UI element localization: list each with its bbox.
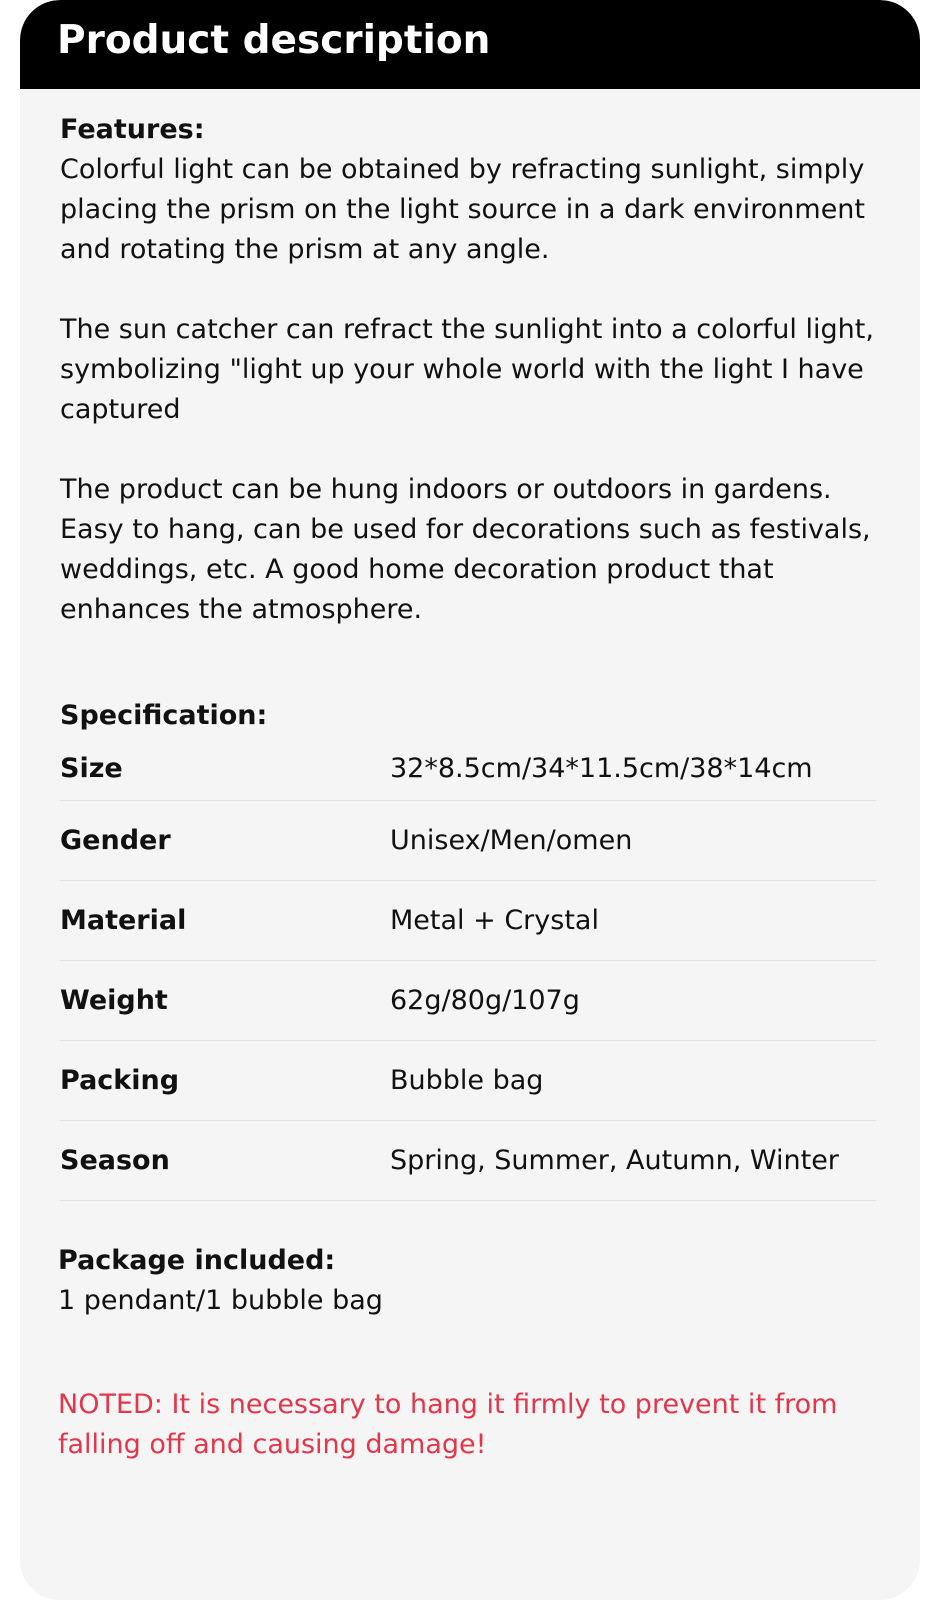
features-heading: Features: [60,114,205,145]
features-paragraph-1: Colorful light can be obtained by refracting sunlight, simply placing the prism on the light source in a dark environment and rotating the prism at any angle. [60,154,866,265]
spec-value: 62g/80g/107g [390,984,580,1016]
spec-label: Size [60,753,123,785]
spec-value: Unisex/Men/omen [390,824,633,856]
spec-label: Material [60,904,187,936]
spec-row-gender [60,800,876,880]
spec-row-season [60,1120,876,1200]
header-bar [20,0,920,89]
package-heading: Package included: [58,1244,336,1276]
spec-value: Metal + Crystal [390,904,599,936]
package-text: 1 pendant/1 bubble bag [58,1284,383,1316]
page-title: Product description [57,18,491,63]
spec-label: Packing [60,1064,180,1096]
specification-heading: Specification: [60,700,268,731]
spec-row-material [60,880,876,960]
product-description-card [20,0,920,1600]
spec-row-weight [60,960,876,1040]
features-paragraph-2: The sun catcher can refract the sunlight into a colorful light, symbolizing "light up your whole world with the light I have captured [60,314,874,425]
spec-value: Bubble bag [390,1064,544,1096]
content-area [60,110,880,1465]
features-paragraph-3: The product can be hung indoors or outdoors in gardens. Easy to hang, can be used for decorations such as festivals, weddings, etc. A good home decoration product that enhances the atmosphere. [60,474,871,625]
spec-row-packing [60,1040,876,1120]
spec-row-size [60,738,876,800]
spec-label: Gender [60,824,171,856]
spec-value: Spring, Summer, Autumn, Winter [390,1144,839,1176]
spec-label: Weight [60,984,168,1016]
spec-value: 32*8.5cm/34*11.5cm/38*14cm [390,753,813,785]
spec-label: Season [60,1144,170,1176]
warning-note: NOTED: It is necessary to hang it firmly to prevent it from falling off and causing damage! [58,1388,838,1460]
specification-table [60,738,876,1201]
